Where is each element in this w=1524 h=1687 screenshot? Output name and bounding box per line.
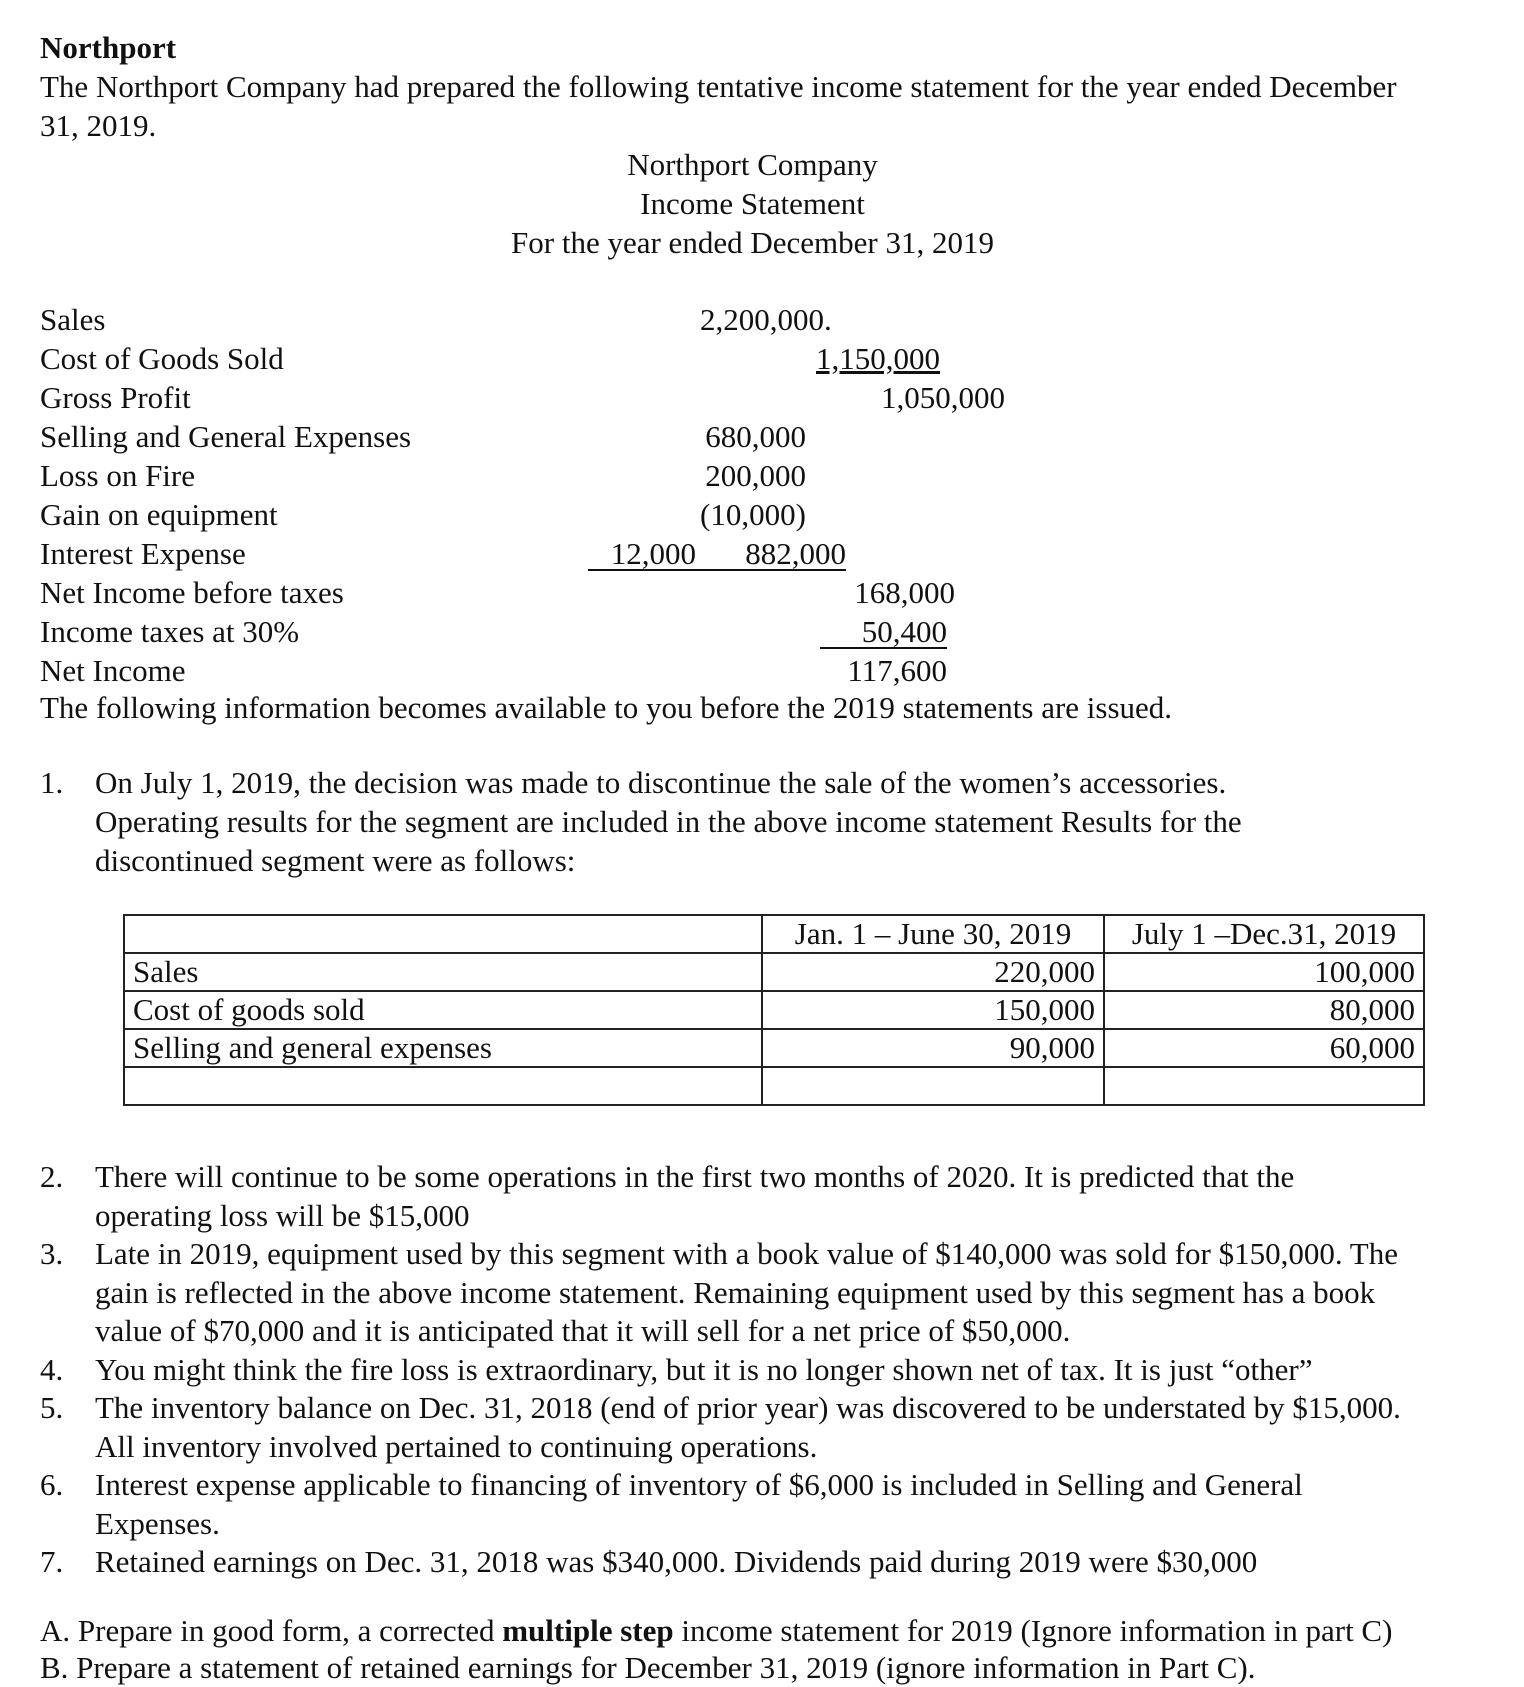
item-1-line-2: Operating results for the segment are included in the above income statement Results for the — [95, 804, 1242, 839]
table-cell: 90,000 — [762, 1029, 1104, 1067]
list-item-text: The inventory balance on Dec. 31, 2018 (end of prior year) was discovered to be understated by $15,000. — [95, 1390, 1401, 1425]
list-item-text: value of $70,000 and it is anticipated that it will sell for a net price of $50,000. — [95, 1313, 1071, 1348]
following-info-text: The following information becomes available to you before the 2019 statements are issued. — [40, 690, 1173, 725]
item-1-line-1: On July 1, 2019, the decision was made to discontinue the sale of the women’s accessories. — [95, 765, 1227, 800]
list-item-text: operating loss will be $15,000 — [95, 1197, 470, 1233]
table-cell: Selling and general expenses — [124, 1029, 762, 1067]
fire-loss-amount: 200,000 — [705, 458, 806, 493]
cogs-amount: 1,150,000 — [816, 341, 940, 376]
table-header-row — [124, 915, 1424, 953]
page-title: Northport — [40, 30, 177, 65]
item-1-line-3: discontinued segment were as follows: — [95, 843, 576, 878]
list-number: 4. — [40, 1351, 64, 1387]
table-cell: Cost of goods sold — [124, 991, 762, 1029]
table-cell: 150,000 — [762, 991, 1104, 1029]
list-item-text: Expenses. — [95, 1505, 220, 1541]
list-number: 5. — [40, 1390, 64, 1425]
list-item-text: Late in 2019, equipment used by this segment with a book value of $140,000 was sold for $150,000. The — [95, 1236, 1398, 1271]
income-tax-label: Income taxes at 30% — [40, 614, 300, 649]
list-item-text: You might think the fire loss is extraordinary, but it is no longer shown net of tax. It is just “other” — [95, 1351, 1313, 1387]
discontinued-segment-table — [123, 914, 1425, 1106]
table-row — [124, 953, 1424, 991]
intro-line-2: 31, 2019. — [40, 108, 157, 143]
gross-profit-amount: 1,050,000 — [881, 380, 1005, 415]
table-header-cell — [124, 915, 762, 953]
part-a-pre: A. Prepare in good form, a corrected — [40, 1613, 503, 1648]
table-cell — [124, 1067, 762, 1105]
sga-amount: 680,000 — [705, 419, 806, 454]
interest-expense-label: Interest Expense — [40, 536, 246, 571]
list-item-text: gain is reflected in the above income statement. Remaining equipment used by this segment has a book — [95, 1274, 1376, 1310]
list-number: 6. — [40, 1467, 64, 1502]
table-row — [124, 1029, 1424, 1067]
nibt-label: Net Income before taxes — [40, 575, 344, 610]
table-row — [124, 1067, 1424, 1105]
part-a-text — [40, 1611, 1392, 1650]
part-a-bold: multiple step — [502, 1613, 674, 1648]
net-income-amount: 117,600 — [847, 653, 947, 688]
statement-title: Income Statement — [640, 186, 865, 221]
list-item-text: There will continue to be some operations in the first two months of 2020. It is predicted that the — [95, 1159, 1295, 1194]
list-number: 3. — [40, 1236, 64, 1271]
table-cell — [762, 1067, 1104, 1105]
net-income-label: Net Income — [40, 653, 186, 688]
fire-loss-label: Loss on Fire — [40, 458, 195, 493]
list-item-text: All inventory involved pertained to continuing operations. — [95, 1428, 818, 1464]
gain-equipment-amount: (10,000) — [700, 497, 806, 532]
list-number: 7. — [40, 1544, 64, 1579]
table-header-cell: Jan. 1 – June 30, 2019 — [762, 915, 1104, 953]
expenses-total-amount: 882,000 — [745, 536, 846, 571]
sales-label: Sales — [40, 302, 106, 337]
table-cell: 220,000 — [762, 953, 1104, 991]
part-b-text: B. Prepare a statement of retained earnings for December 31, 2019 (ignore information in Part C). — [40, 1650, 1256, 1685]
list-number: 2. — [40, 1159, 64, 1194]
statement-company: Northport Company — [627, 147, 878, 182]
part-a-post: income statement for 2019 (Ignore information in part C) — [673, 1613, 1393, 1648]
gain-equipment-label: Gain on equipment — [40, 497, 278, 532]
table-header-cell: July 1 –Dec.31, 2019 — [1104, 915, 1424, 953]
statement-period: For the year ended December 31, 2019 — [511, 225, 994, 260]
sales-amount: 2,200,000. — [700, 302, 832, 337]
list-item-text: Retained earnings on Dec. 31, 2018 was $340,000. Dividends paid during 2019 were $30,000 — [95, 1544, 1258, 1579]
table-cell: 80,000 — [1104, 991, 1424, 1029]
list-number: 1. — [40, 765, 64, 800]
table-cell: Sales — [124, 953, 762, 991]
sga-label: Selling and General Expenses — [40, 419, 412, 454]
table-cell — [1104, 1067, 1424, 1105]
income-tax-amount: 50,400 — [861, 614, 947, 649]
table-cell: 100,000 — [1104, 953, 1424, 991]
list-item-text: Interest expense applicable to financing of inventory of $6,000 is included in Selling and General — [95, 1467, 1303, 1502]
cogs-label: Cost of Goods Sold — [40, 341, 284, 376]
gross-profit-label: Gross Profit — [40, 380, 191, 415]
intro-line-1: The Northport Company had prepared the following tentative income statement for the year ended December — [40, 69, 1397, 104]
table-row — [124, 991, 1424, 1029]
nibt-amount: 168,000 — [854, 575, 955, 610]
table-cell: 60,000 — [1104, 1029, 1424, 1067]
interest-expense-amount: 12,000 — [610, 536, 696, 571]
